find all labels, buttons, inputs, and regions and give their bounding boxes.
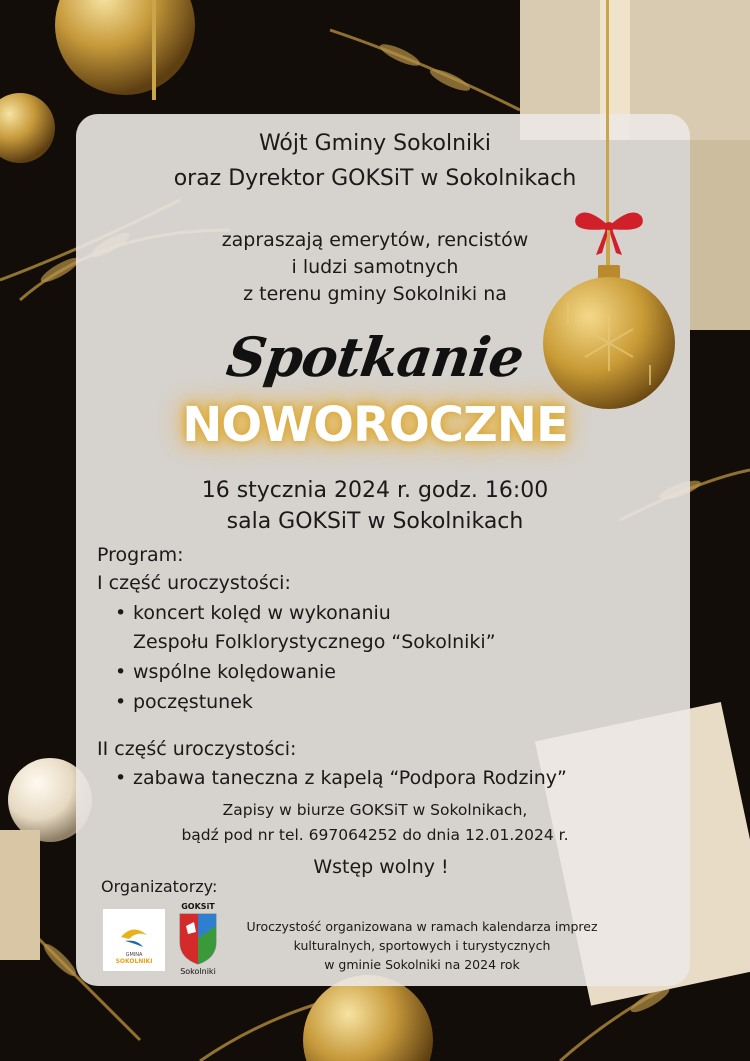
list-item: • poczęstunek	[115, 688, 253, 716]
invite-line-2: i ludzi samotnych	[291, 256, 459, 278]
svg-text:Sokolniki: Sokolniki	[180, 967, 216, 976]
list-item: • zabawa taneczna z kapelą “Podpora Rodziny”	[115, 764, 567, 792]
gmina-sokolniki-logo	[103, 909, 165, 971]
program-label: Program:	[97, 544, 184, 566]
footer-line-3: w gminie Sokolniki na 2024 rok	[324, 957, 520, 972]
header-line-2: oraz Dyrektor GOKSiT w Sokolnikach	[173, 166, 577, 191]
invite-line-3: z terenu gminy Sokolniki na	[243, 283, 507, 305]
goksit-logo	[174, 900, 222, 976]
svg-text:GOKSiT: GOKSiT	[181, 902, 215, 911]
event-date: 16 stycznia 2024 r. godz. 16:00	[201, 478, 549, 503]
signup-line-2: bądź pod nr tel. 697064252 do dnia 12.01.2024 r.	[181, 826, 569, 844]
program-part2-label: II część uroczystości:	[97, 738, 297, 760]
footer-line-1: Uroczystość organizowana w ramach kalendarza imprez	[246, 919, 598, 934]
title-script: Spotkanie	[222, 325, 528, 389]
svg-text:SOKOLNIKI: SOKOLNIKI	[115, 958, 153, 965]
invite-line-1: zapraszają emerytów, rencistów	[221, 229, 529, 251]
list-item-continuation: Zespołu Folklorystycznego “Sokolniki”	[133, 631, 496, 653]
program-part1-label: I część uroczystości:	[97, 572, 291, 594]
event-venue: sala GOKSiT w Sokolnikach	[226, 509, 524, 534]
organizers-label: Organizatorzy:	[101, 877, 218, 896]
header-line-1: Wójt Gminy Sokolniki	[258, 131, 492, 156]
svg-text:GMINA: GMINA	[125, 952, 143, 958]
entry-free: Wstęp wolny !	[313, 856, 449, 878]
list-item: • koncert kolęd w wykonaniu	[115, 599, 391, 627]
footer-line-2: kulturalnych, sportowych i turystycznych	[293, 938, 551, 953]
title-main: NOWOROCZNE	[182, 397, 568, 453]
list-item: • wspólne kolędowanie	[115, 658, 336, 686]
signup-line-1: Zapisy w biurze GOKSiT w Sokolnikach,	[222, 801, 528, 819]
